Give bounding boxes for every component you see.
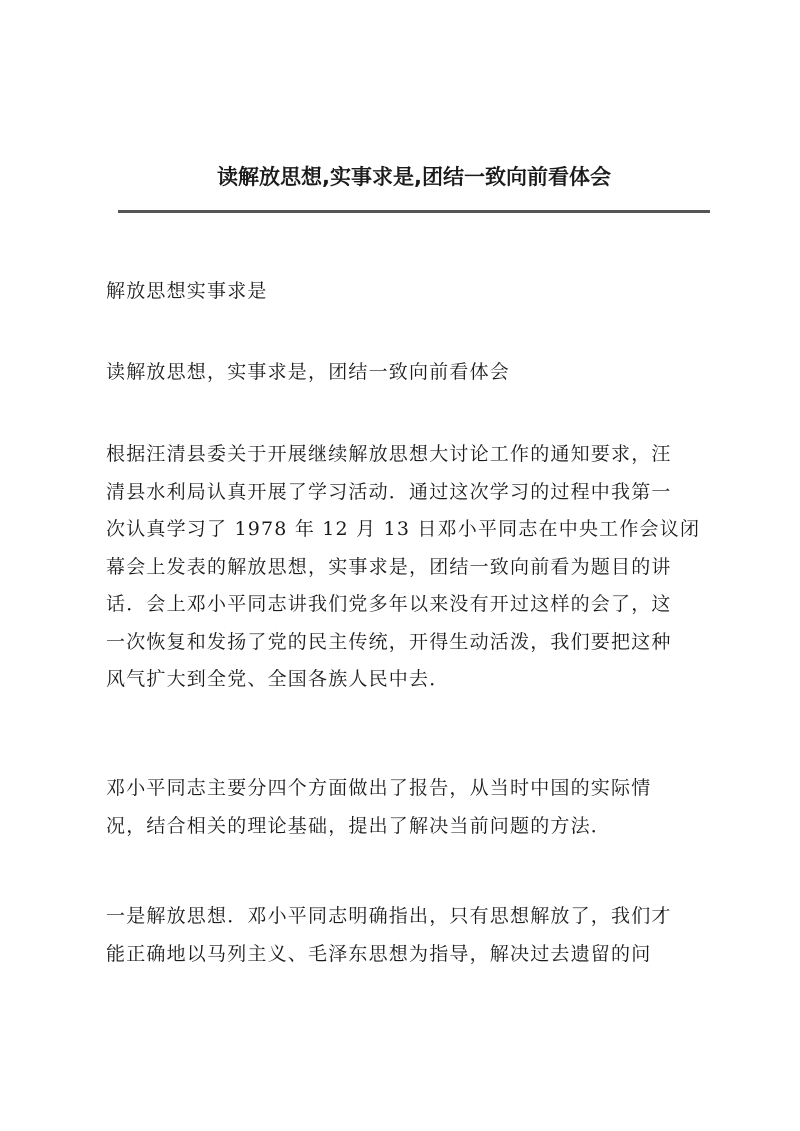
text-line: 能正确地以马列主义、毛泽东思想为指导，解决过去遗留的问 — [106, 942, 652, 965]
paragraph-point-one — [106, 898, 716, 973]
text-line: 幕会上发表的解放思想，实事求是，团结一致向前看为题目的讲 — [106, 555, 672, 578]
text-line: 清县水利局认真开展了学习活动．通过这次学习的过程中我第一 — [106, 480, 672, 503]
text-line: 解放思想实事求是 — [106, 280, 268, 302]
text-line: 邓小平同志主要分四个方面做出了报告，从当时中国的实际情 — [106, 777, 652, 799]
text-line: 一次恢复和发扬了党的民主传统，开得生动活泼，我们要把这种 — [106, 630, 672, 653]
text-line: 读解放思想，实事求是，团结一致向前看体会 — [106, 361, 511, 383]
text-line: 次认真学习了 1978 年 12 月 13 日邓小平同志在中央工作会议闭 — [106, 518, 701, 540]
text-line: 况，结合相关的理论基础，提出了解决当前问题的方法． — [106, 814, 612, 837]
paragraph-subtitle — [106, 273, 716, 311]
paragraph-intro — [106, 436, 716, 699]
paragraph-heading — [106, 354, 716, 392]
text-line: 根据汪清县委关于开展继续解放思想大讨论工作的通知要求，汪 — [106, 443, 672, 465]
document-title: 读解放思想,实事求是,团结一致向前看体会 — [217, 165, 611, 189]
paragraph-summary — [106, 770, 716, 845]
text-line: 风气扩大到全党、全国各族人民中去． — [106, 668, 450, 690]
text-line: 话．会上邓小平同志讲我们党多年以来没有开过这样的会了，这 — [106, 593, 672, 615]
title-underline — [118, 210, 710, 213]
text-line: 一是解放思想．邓小平同志明确指出，只有思想解放了，我们才 — [106, 905, 672, 927]
